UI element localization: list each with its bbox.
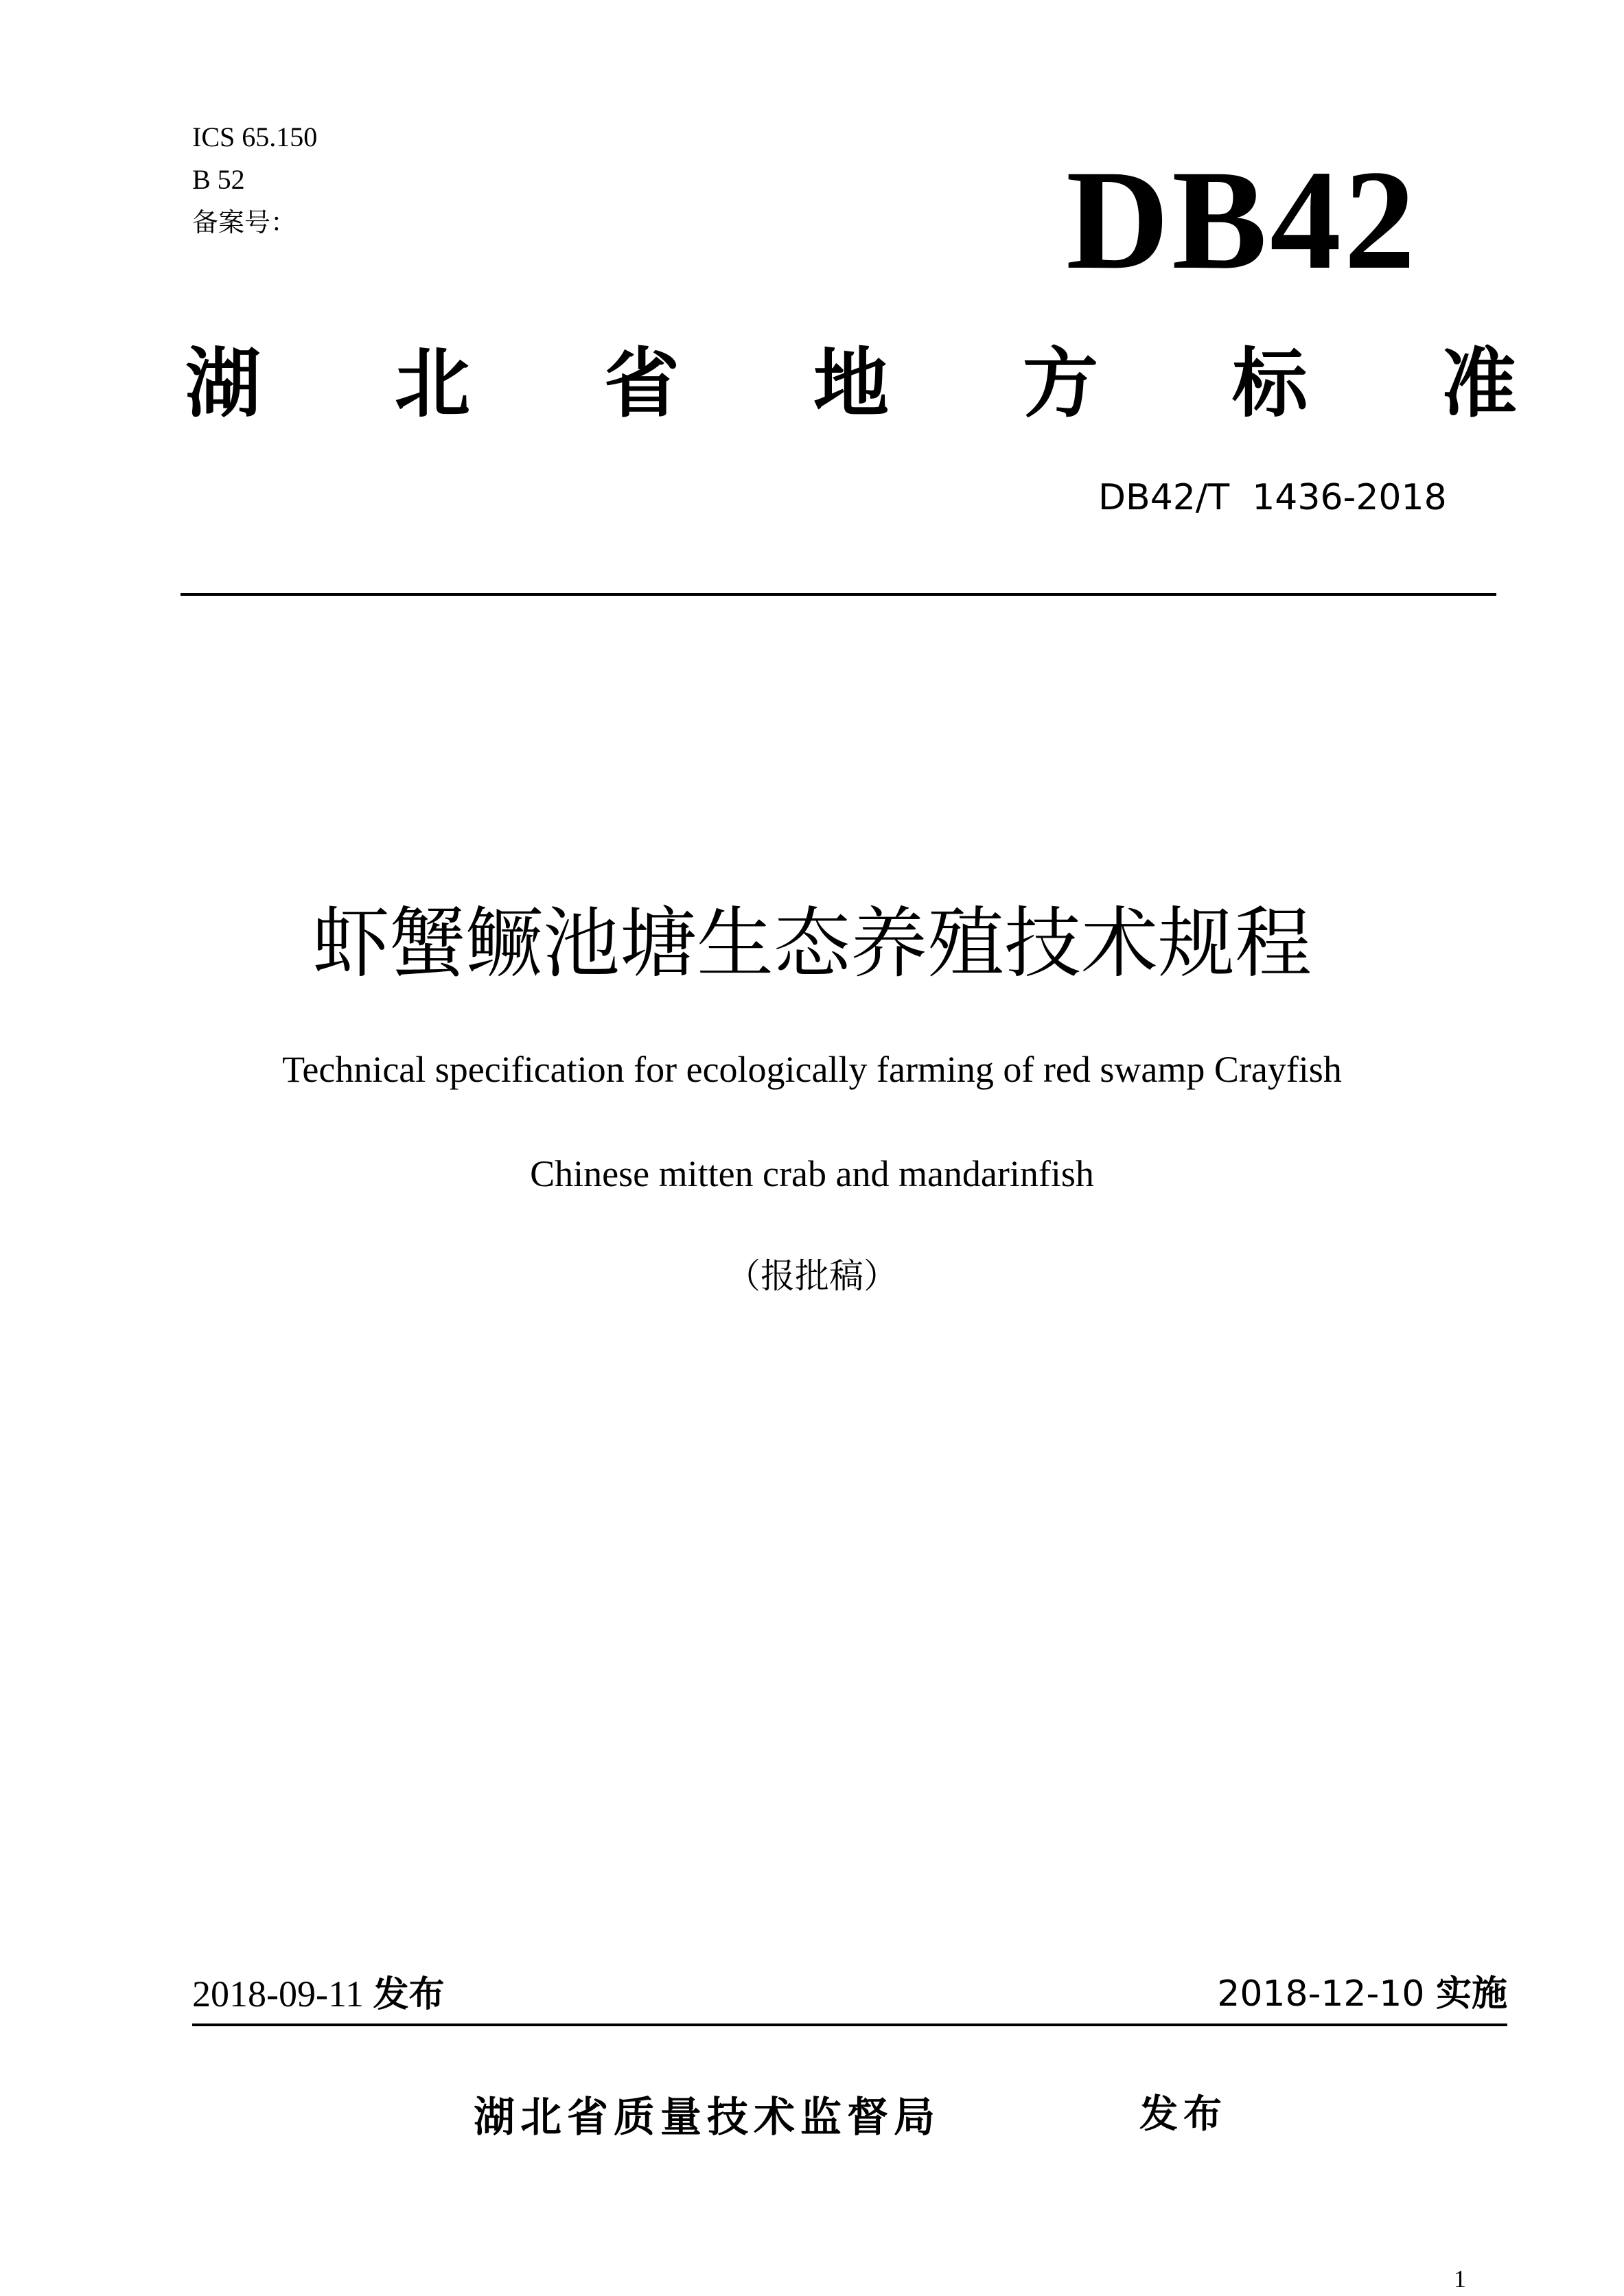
english-title-line-2: Chinese mitten crab and mandarinfish [530,1153,1094,1194]
standard-type-char: 北 [395,340,470,428]
implementation-date-value: 2018-12-10 [1217,1973,1425,2015]
implementation-date [1217,1970,1507,2018]
issue-date-suffix: 发布 [373,1974,445,2015]
issuing-action: 发布 [1139,2092,1227,2137]
page-number: 1 [1454,2265,1466,2293]
issuing-authority: 湖北省质量技术监督局 [474,2094,940,2142]
top-divider [181,593,1496,596]
record-number-label: 备案号： [192,207,297,237]
issue-date [192,1970,444,2019]
draft-status: （报批稿） [726,1256,898,1296]
standard-type-char: 准 [1441,340,1517,428]
issue-date-value: 2018-09-11 [192,1973,364,2015]
chinese-title: 虾蟹鳜池塘生态养殖技术规程 [312,899,1312,988]
ccs-code: B 52 [192,164,245,195]
standard-type-char: 标 [1232,340,1308,428]
standard-number: DB42/T 1436-2018 [1098,477,1447,518]
bottom-divider [192,2024,1507,2026]
standard-type-char: 省 [604,340,680,428]
standard-type-char: 地 [813,340,889,428]
standard-type-char: 方 [1023,340,1098,428]
ics-code: ICS 65.150 [192,121,318,152]
implementation-date-suffix: 实施 [1435,1973,1507,2015]
english-title-line-1: Technical specification for ecologically farming of red swamp Crayfish [282,1049,1342,1090]
standard-type-char: 湖 [185,340,261,428]
standard-type-heading [185,329,1517,426]
db-code-logo: DB42 [1066,141,1418,299]
